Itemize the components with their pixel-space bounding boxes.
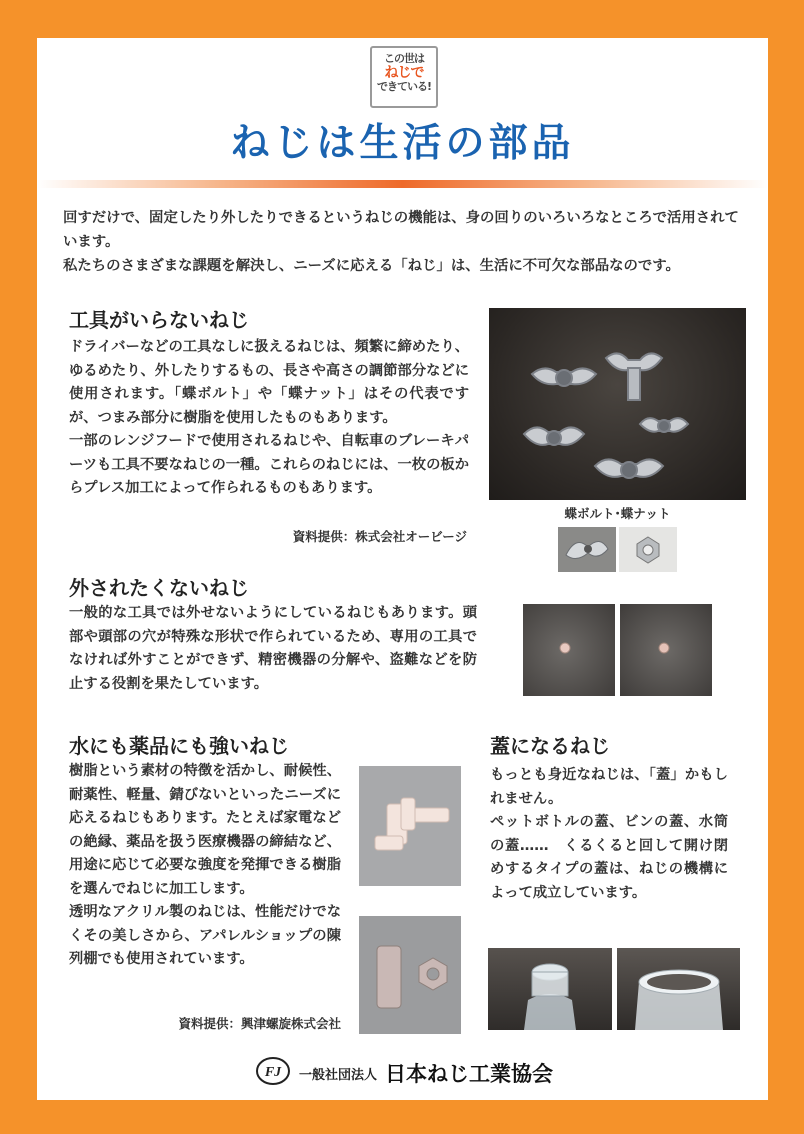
hex-nut-photo <box>619 527 677 572</box>
section-body-resin <box>69 760 341 972</box>
section-heading-cap: 蓋になるねじ <box>490 734 610 758</box>
tamper-paragraph-1: 一般的な工具では外せないようにしているねじもあります。頭部や頭部の穴が特殊な形状で作られているため、専用の工具でなければ外すことができず、精密機器の分解や、盗難などを防止する役割を果たしています。 <box>69 605 477 692</box>
page-title: ねじは生活の部品 <box>230 121 575 166</box>
section-body-tamper <box>69 602 477 696</box>
jar-photo <box>617 948 740 1030</box>
section-heading-tamper: 外されたくないねじ <box>69 576 249 600</box>
resin-paragraph-1: 樹脂という素材の特徴を活かし、耐候性、耐薬性、軽量、錆びないといったニーズに応えるねじもあります。たとえば家電などの絶縁、薬品を扱う医療機器の締結など、用途に応じて必要な強度を発揮できる樹脂を選んでねじに加工します。 <box>69 763 341 897</box>
bottle-illustration <box>488 948 612 1030</box>
wing-nut-photo <box>489 308 746 500</box>
cap-paragraph-2: ペットボトルの蓋、ビンの蓋、水筒の蓋…… くるくると回して開け閉めするタイプの蓋は、ねじの機構によって成立しています。 <box>490 814 728 901</box>
section-heading-resin: 水にも薬品にも強いねじ <box>69 734 289 758</box>
credit-okitsu: 資料提供：興津螺旋株式会社 <box>178 1016 341 1031</box>
tamper-screw-illustration-1 <box>523 604 615 696</box>
tamper-screw-photo-2 <box>620 604 712 696</box>
section-body-cap <box>490 764 728 905</box>
logo-line3: できている! <box>376 80 432 93</box>
tamper-screw-photo-1 <box>523 604 615 696</box>
intro-paragraph-1: 回すだけで、固定したり外したりできるというねじの機能は、身の回りのいろいろなところで活用されています。 <box>63 210 739 250</box>
bottle-photo <box>488 948 612 1030</box>
jar-illustration <box>617 948 740 1030</box>
title-divider <box>37 180 768 188</box>
poster-page <box>37 38 768 1100</box>
acrylic-screw-illustration <box>359 916 461 1034</box>
pressed-wing-photo <box>558 527 616 572</box>
logo-line2: ねじで <box>384 65 424 81</box>
section-body-no-tool <box>69 336 469 501</box>
no-tool-paragraph-1: ドライバーなどの工具なしに扱えるねじは、頻繁に締めたり、ゆるめたり、外したりするもの、長さや高さの調節部分などに使用されます。「蝶ボルト」や「蝶ナット」はその代表ですが、つまみ部分に樹脂を使用したものもあります。 <box>69 339 469 426</box>
section-heading-no-tool: 工具がいらないねじ <box>69 308 249 332</box>
acrylic-screw-photo <box>359 916 461 1034</box>
credit-obg: 資料提供：株式会社オービージ <box>292 529 467 544</box>
org-name: 日本ねじ工業協会 <box>385 1062 553 1086</box>
hex-nut-illustration <box>619 527 677 572</box>
logo-line1: この世は <box>384 52 424 65</box>
association-mark-text: FJ <box>264 1065 282 1080</box>
resin-screw-illustration <box>359 766 461 886</box>
no-tool-paragraph-2: 一部のレンジフードで使用されるねじや、自転車のブレーキパーツも工具不要なねじの一種。これらのねじには、一枚の板からプレス加工によって作られるものもあります。 <box>69 433 469 496</box>
pressed-wing-illustration <box>558 527 616 572</box>
resin-screw-photo <box>359 766 461 886</box>
org-prefix: 一般社団法人 <box>299 1068 378 1083</box>
cap-paragraph-1: もっとも身近なねじは、「蓋」かもしれません。 <box>490 767 728 807</box>
wing-nut-illustration <box>489 308 746 500</box>
campaign-logo <box>370 46 438 108</box>
tamper-screw-illustration-2 <box>620 604 712 696</box>
intro-text <box>63 206 753 278</box>
association-mark-icon <box>255 1056 291 1086</box>
intro-paragraph-2: 私たちのさまざまな課題を解決し、ニーズに応える「ねじ」は、生活に不可欠な部品なのです。 <box>63 258 680 274</box>
resin-paragraph-2: 透明なアクリル製のねじは、性能だけでなくその美しさから、アパレルショップの陳列棚でも使用されています。 <box>69 904 341 967</box>
wing-nut-caption: 蝶ボルト･蝶ナット <box>564 506 671 521</box>
footer-organization <box>255 1054 555 1090</box>
